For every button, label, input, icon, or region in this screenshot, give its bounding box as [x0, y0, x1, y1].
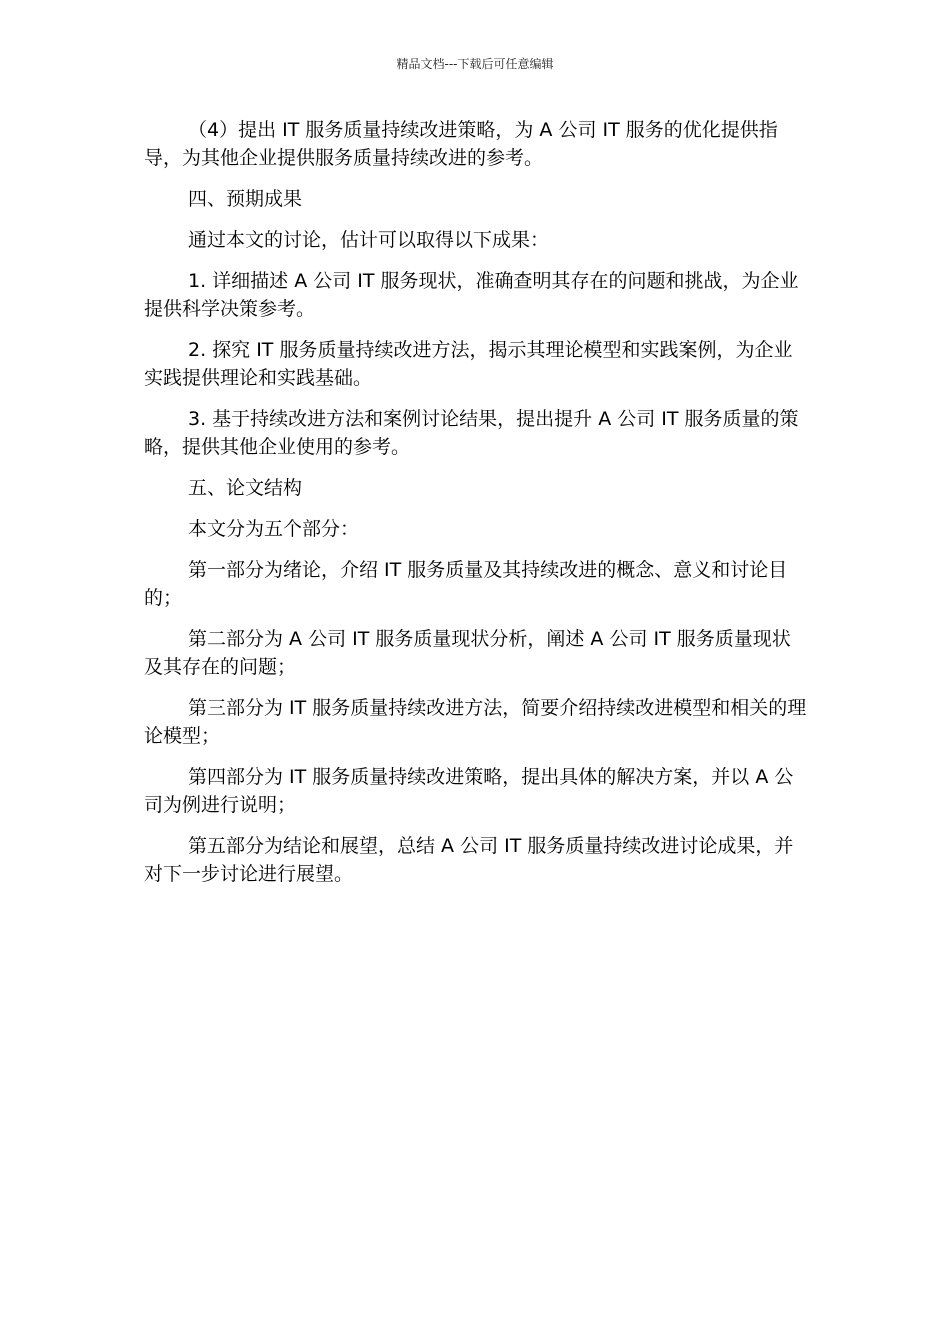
paragraph-part-2: 第二部分为 A 公司 IT 服务质量现状分析，阐述 A 公司 IT 服务质量现状及其存在的问题；	[144, 628, 791, 678]
list-item-result-2: 2. 探究 IT 服务质量持续改进方法，揭示其理论模型和实践案例，为企业实践提供理论和实践基础。	[144, 339, 793, 389]
section-heading-expected-results: 四、预期成果	[188, 188, 303, 210]
list-item-result-1: 1. 详细描述 A 公司 IT 服务现状，准确查明其存在的问题和挑战，为企业提供科学决策参考。	[144, 270, 799, 320]
paragraph-part-1: 第一部分为绪论，介绍 IT 服务质量及其持续改进的概念、意义和讨论目的；	[144, 559, 788, 609]
document-body	[144, 116, 808, 901]
paragraph-part-4: 第四部分为 IT 服务质量持续改进策略，提出具体的解决方案，并以 A 公司为例进行说明；	[144, 766, 794, 816]
paragraph-part-5: 第五部分为结论和展望，总结 A 公司 IT 服务质量持续改进讨论成果，并对下一步讨论进行展望。	[144, 835, 794, 885]
paragraph-structure-intro: 本文分为五个部分：	[188, 518, 360, 540]
paragraph-strategy-goal: （4）提出 IT 服务质量持续改进策略，为 A 公司 IT 服务的优化提供指导，为其他企业提供服务质量持续改进的参考。	[144, 119, 778, 169]
section-heading-thesis-structure: 五、论文结构	[188, 477, 303, 499]
paragraph-part-3: 第三部分为 IT 服务质量持续改进方法，简要介绍持续改进模型和相关的理论模型；	[144, 697, 807, 747]
list-item-result-3: 3. 基于持续改进方法和案例讨论结果，提出提升 A 公司 IT 服务质量的策略，提供其他企业使用的参考。	[144, 408, 799, 458]
paragraph-results-intro: 通过本文的讨论，估计可以取得以下成果：	[188, 229, 550, 251]
page-header: 精品文档---下载后可任意编辑	[396, 57, 554, 71]
